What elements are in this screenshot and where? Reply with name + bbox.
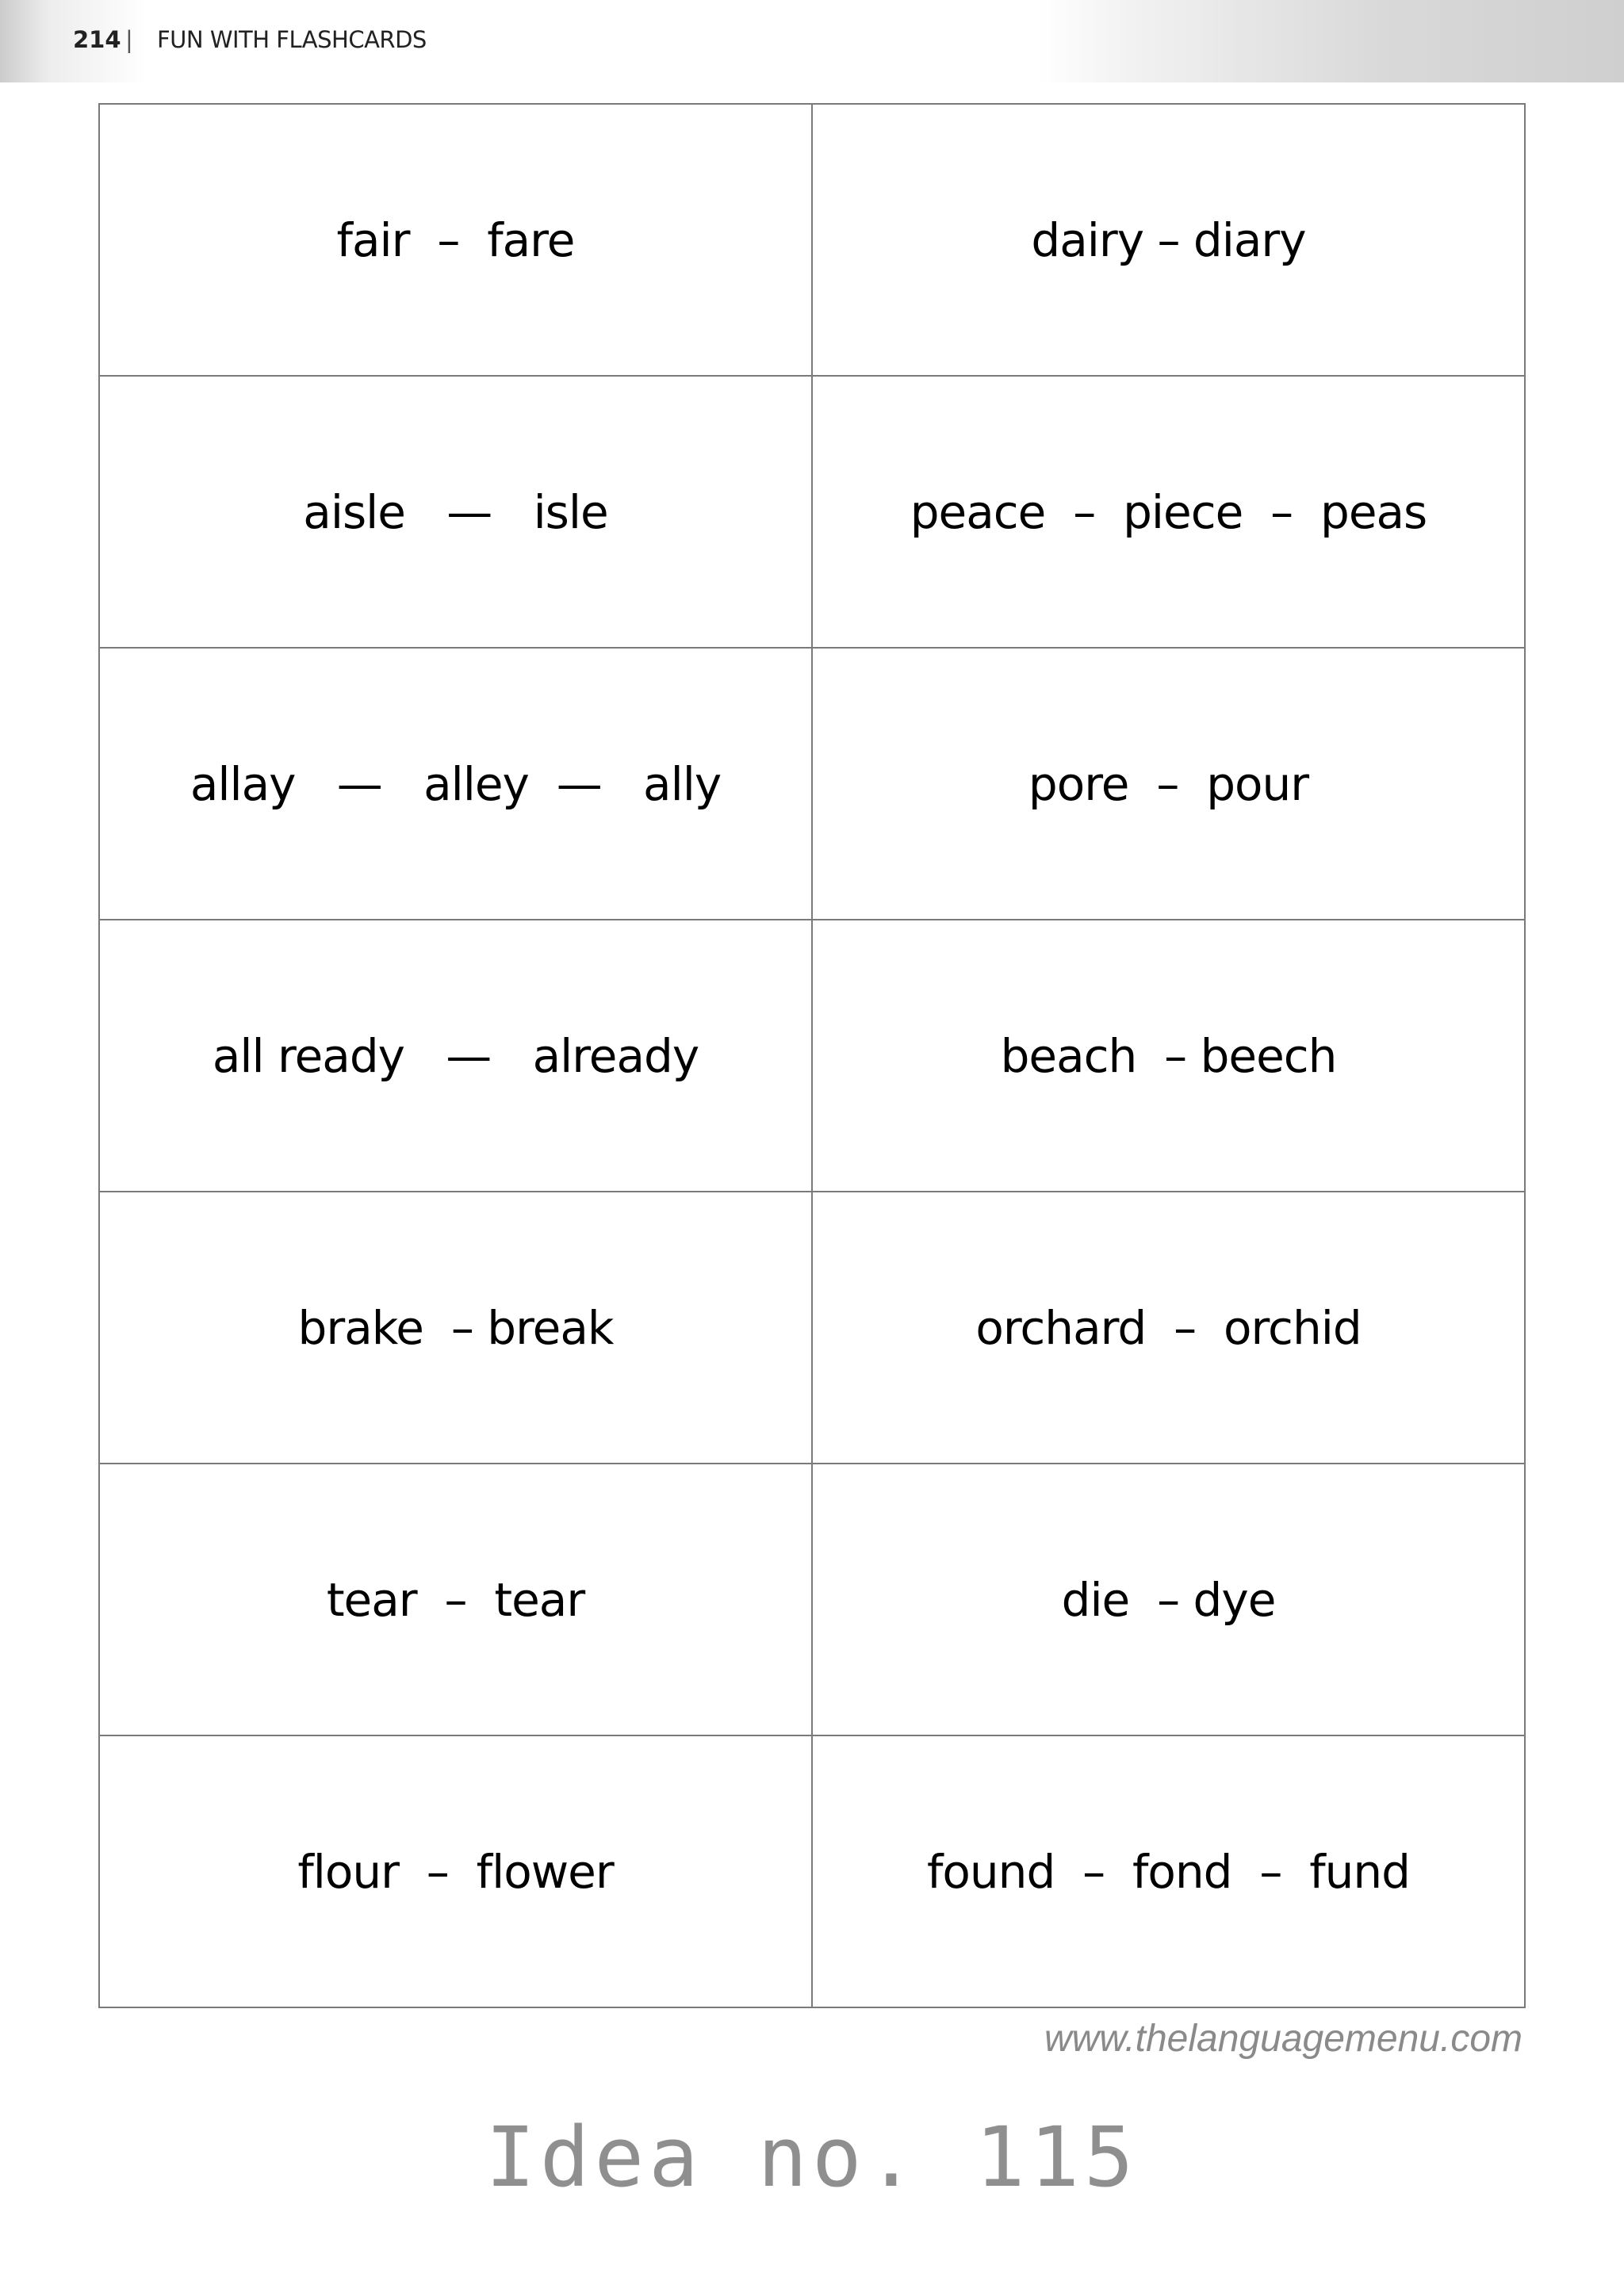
flashcard bbox=[813, 377, 1526, 649]
flashcard bbox=[100, 920, 813, 1192]
website-url: www.thelanguagemenu.com bbox=[1044, 2018, 1522, 2060]
flashcard bbox=[813, 1464, 1526, 1736]
flashcard bbox=[100, 1192, 813, 1464]
flashcard-text: die – dye bbox=[1061, 1572, 1276, 1627]
flashcard bbox=[813, 105, 1526, 377]
header-separator: | bbox=[125, 26, 133, 53]
flashcard-grid bbox=[98, 103, 1526, 2008]
flashcard-text: aisle — isle bbox=[303, 484, 608, 539]
idea-label: Idea no. 115 bbox=[485, 2109, 1139, 2206]
flashcard-text: pore – pour bbox=[1028, 756, 1309, 811]
flashcard-text: dairy – diary bbox=[1031, 212, 1306, 267]
flashcard bbox=[813, 920, 1526, 1192]
flashcard-text: found – fond – fund bbox=[927, 1844, 1410, 1899]
flashcard bbox=[100, 649, 813, 920]
flashcard-text: orchard – orchid bbox=[975, 1300, 1362, 1355]
flashcard-text: all ready — already bbox=[212, 1028, 699, 1083]
flashcard-text: fair – fare bbox=[336, 212, 575, 267]
flashcard bbox=[100, 377, 813, 649]
page-number: 214 bbox=[73, 26, 121, 53]
flashcard-text: flour – flower bbox=[297, 1844, 614, 1899]
running-title: FUN WITH FLASHCARDS bbox=[157, 26, 427, 53]
flashcard bbox=[813, 649, 1526, 920]
flashcard-text: brake – break bbox=[297, 1300, 614, 1355]
flashcard bbox=[100, 1464, 813, 1736]
flashcard-text: beach – beech bbox=[1000, 1028, 1337, 1083]
flashcard bbox=[813, 1736, 1526, 2008]
flashcard bbox=[813, 1192, 1526, 1464]
flashcard bbox=[100, 105, 813, 377]
flashcard-text: tear – tear bbox=[326, 1572, 585, 1627]
flashcard-text: peace – piece – peas bbox=[910, 484, 1427, 539]
flashcard-text: allay — alley — ally bbox=[190, 756, 722, 811]
flashcard bbox=[100, 1736, 813, 2008]
